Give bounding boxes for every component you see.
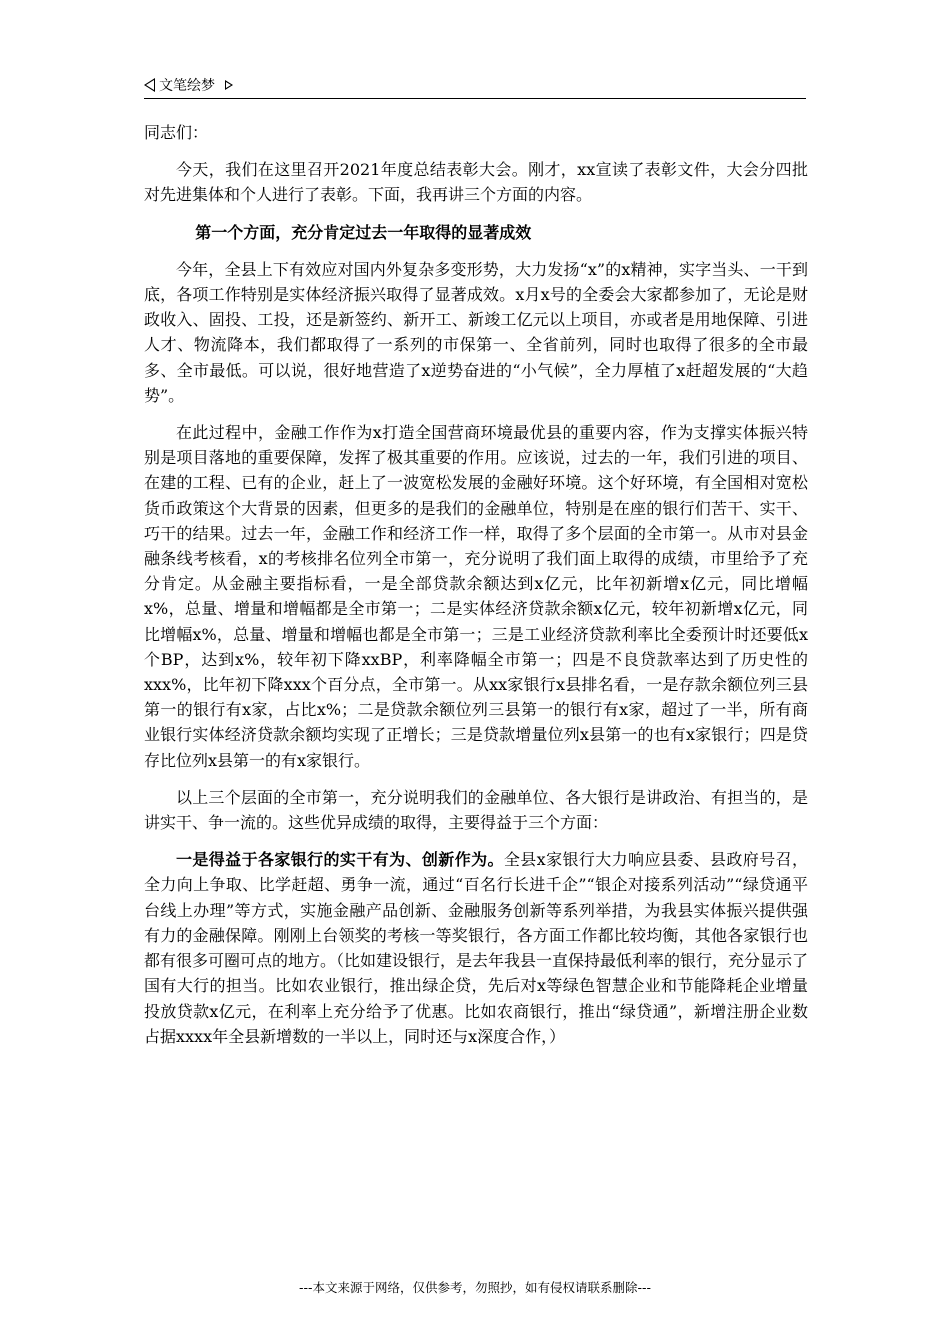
triangle-right-icon (225, 80, 233, 90)
salutation: 同志们： (144, 123, 209, 142)
paragraph-banks-text: 全县x家银行大力响应县委、县政府号召，全力向上争取、比学赶超、勇争一流，通过“百名行长进千企”“银企对接系列活动”“绿贷通平台线上办理”等方式，实施金融产品创新、金融服务创新等系列举措，为我县实体振兴提供强有力的金融保障。刚刚上台领奖的考核一等奖银行，各方面工作都比较均衡，其他各家银行也都有很多可圈可点的地方。（比如建设银行，是去年我县一直保持最低利率的银行，充分显示了国有大行的担当。比如农业银行，推出绿企贷，先后对x等绿色智慧企业和节能降耗企业增量投放贷款x亿元，在利率上充分给予了优惠。比如农商银行，推出“绿贷通”，新增注册企业数占据xxxx年全县新增数的一半以上，同时还与x深度合作，） (144, 850, 809, 1046)
page-header (144, 72, 806, 99)
triangle-left-icon (144, 78, 155, 92)
paragraph-intro: 今天，我们在这里召开2021年度总结表彰大会。刚才，xx宣读了表彰文件，大会分四批对先进集体和个人进行了表彰。下面，我再讲三个方面的内容。 (144, 160, 808, 205)
paragraph-banks-lead: 一是得益于各家银行的实干有为、创新作为。 (176, 850, 504, 870)
page-footer: ---本文来源于网络，仅供参考，勿照抄，如有侵权请联系删除--- (298, 1280, 652, 1295)
paragraph-banks (144, 847, 808, 1049)
paragraph-achievements: 今年，全县上下有效应对国内外复杂多变形势，大力发扬“x”的x精神，实字当头、一干到底，各项工作特别是实体经济振兴取得了显著成效。x月x号的全委会大家都参加了，无论是财政收入、固投、工投，还是新签约、新开工、新竣工亿元以上项目，亦或者是用地保障、引进人才、物流降本，我们都取得了一系列的市保第一、全省前列，同时也取得了很多的全市最多、全市最低。可以说，很好地营造了x逆势奋进的“小气候”，全力厚植了x赶超发展的“大趋势”。 (144, 259, 808, 405)
paragraph-summary: 以上三个层面的全市第一，充分说明我们的金融单位、各大银行是讲政治、有担当的，是讲实干、争一流的。这些优异成绩的取得，主要得益于三个方面： (144, 787, 808, 833)
document-body (144, 120, 808, 1061)
paragraph-finance: 在此过程中，金融工作作为x打造全国营商环境最优县的重要内容，作为支撑实体振兴特别是项目落地的重要保障，发挥了极其重要的作用。应该说，过去的一年，我们引进的项目、在建的工程、已有的企业，赶上了一波宽松发展的金融好环境。这个好环境，有全国相对宽松货币政策这个大背景的因素，但更多的是我们的金融单位，特别是在座的银行们苦干、实干、巧干的结果。过去一年，金融工作和经济工作一样，取得了多个层面的全市第一。从市对县金融条线考核看，x的考核排名位列全市第一，充分说明了我们面上取得的成绩，市里给予了充分肯定。从金融主要指标看，一是全部贷款余额达到x亿元，比年初新增x亿元，同比增幅x%，总量、增量和增幅都是全市第一；二是实体经济贷款余额x亿元，较年初新增x亿元，同比增幅x%，总量、增量和增幅也都是全市第一；三是工业经济贷款利率比全委预计时还要低x个BP，达到x%，较年初下降xxBP，利率降幅全市第一；四是不良贷款率达到了历史性的xxx%，比年初下降xxx个百分点，全市第一。从xx家银行x县排名看，一是存款余额位列三县第一的银行有x家，占比x%；二是贷款余额位列三县第一的银行有x家，超过了一半，所有商业银行实体经济贷款余额均实现了正增长；三是贷款增量位列x县第一的也有x家银行；四是贷存比位列x县第一的有x家银行。 (144, 423, 808, 770)
section-heading-1: 第一个方面，充分肯定过去一年取得的显著成效 (195, 222, 532, 242)
header-title: 文笔绘梦 (159, 78, 215, 94)
